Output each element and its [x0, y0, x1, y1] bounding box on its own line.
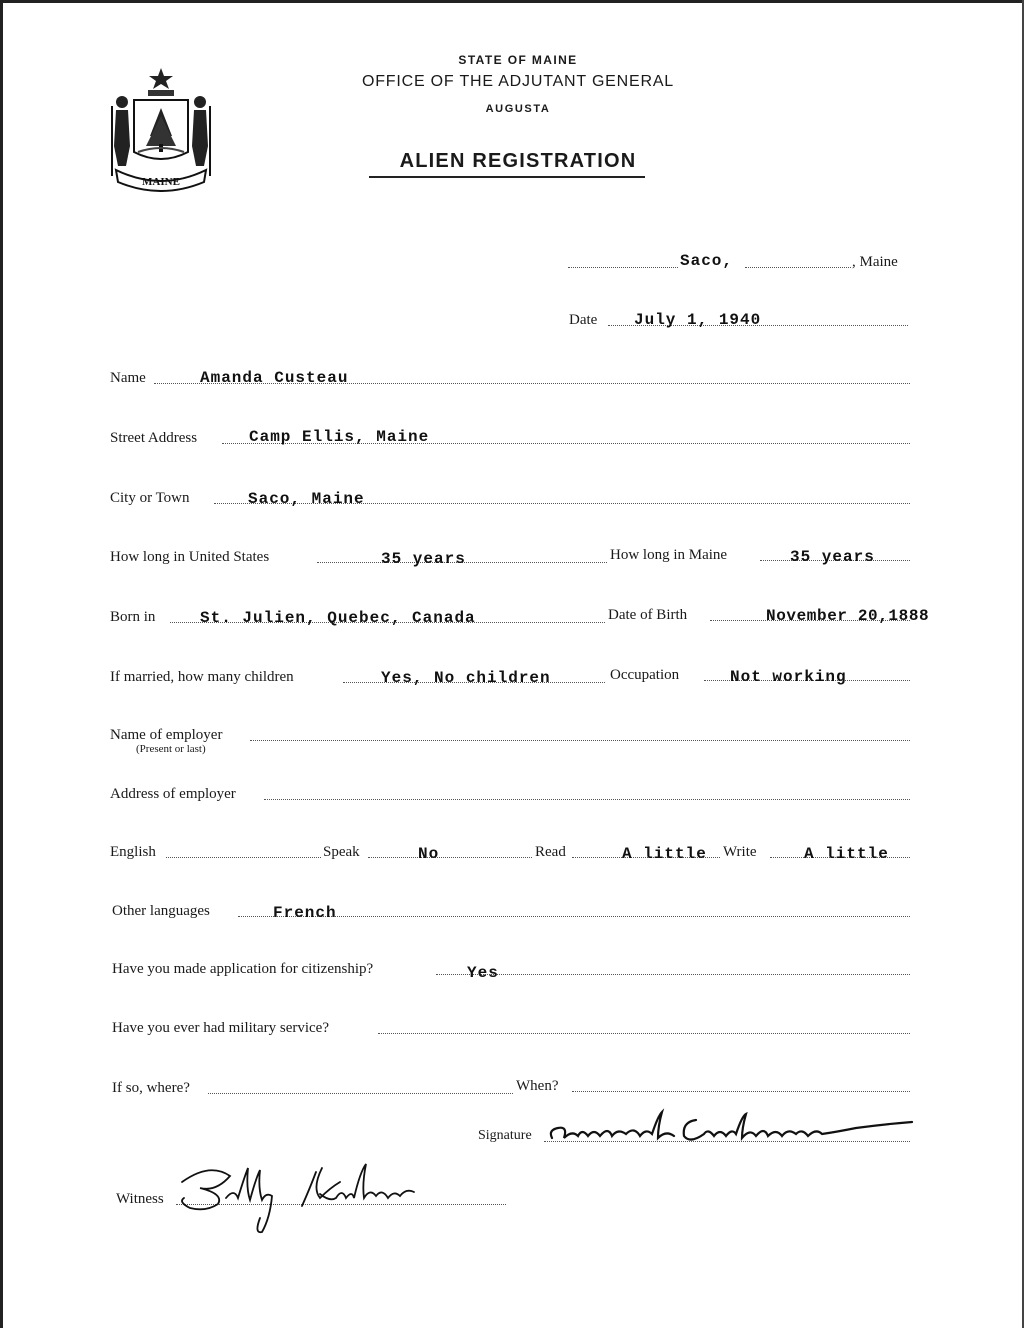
- english-read-value[interactable]: A little: [622, 845, 707, 863]
- title-underline: [369, 176, 645, 178]
- employer-name-label: Name of employer: [110, 727, 223, 743]
- how-long-us-label: How long in United States: [110, 549, 270, 565]
- citizenship-value[interactable]: Yes: [467, 964, 499, 982]
- english-speak-value[interactable]: No: [418, 845, 440, 863]
- citizenship-label: Have you made application for citizenship?: [112, 961, 374, 977]
- occupation-label: Occupation: [610, 667, 680, 683]
- occupation-value[interactable]: Not working: [730, 668, 847, 686]
- street-label: Street Address: [110, 430, 198, 446]
- other-languages-value[interactable]: French: [273, 904, 337, 922]
- header-city: AUGUSTA: [485, 103, 551, 115]
- signature-label: Signature: [478, 1128, 532, 1143]
- street-value[interactable]: Camp Ellis, Maine: [249, 428, 430, 446]
- header-state: STATE OF MAINE: [458, 53, 578, 67]
- seal-banner-text: MAINE: [142, 176, 180, 188]
- english-speak-dots: [368, 857, 532, 858]
- place-city-value[interactable]: Saco,: [680, 252, 734, 270]
- english-dots: [166, 857, 321, 858]
- form-title: ALIEN REGISTRATION: [399, 150, 637, 172]
- page-edge-left: [0, 0, 3, 1328]
- witness-label: Witness: [116, 1191, 164, 1207]
- when-label: When?: [516, 1078, 559, 1094]
- page-edge-top: [0, 0, 1024, 3]
- born-in-label: Born in: [110, 609, 156, 625]
- how-long-us-value[interactable]: 35 years: [381, 550, 466, 568]
- employer-name-dots[interactable]: [250, 740, 910, 741]
- english-label: English: [110, 844, 156, 860]
- city-value[interactable]: Saco, Maine: [248, 490, 365, 508]
- date-label: Date: [569, 312, 598, 328]
- name-value[interactable]: Amanda Custeau: [200, 369, 349, 387]
- signature-handwriting[interactable]: [546, 1108, 922, 1150]
- how-long-maine-value[interactable]: 35 years: [790, 548, 875, 566]
- married-label: If married, how many children: [110, 669, 294, 685]
- date-value[interactable]: July 1, 1940: [634, 311, 762, 329]
- english-read-label: Read: [535, 844, 566, 860]
- name-label: Name: [110, 370, 146, 386]
- citizenship-dots: [436, 974, 910, 975]
- dob-value[interactable]: November 20,1888: [766, 607, 930, 625]
- when-dots[interactable]: [572, 1091, 910, 1092]
- english-speak-label: Speak: [323, 844, 360, 860]
- where-label: If so, where?: [112, 1080, 190, 1096]
- employer-address-label: Address of employer: [110, 786, 236, 802]
- dob-label: Date of Birth: [608, 607, 688, 623]
- where-dots[interactable]: [208, 1093, 513, 1094]
- city-label: City or Town: [110, 490, 190, 506]
- military-label: Have you ever had military service?: [112, 1020, 329, 1036]
- employer-name-sublabel: (Present or last): [136, 743, 206, 755]
- witness-signature-handwriting[interactable]: [170, 1158, 440, 1240]
- other-languages-dots: [238, 916, 910, 917]
- place-state-label: , Maine: [852, 254, 898, 270]
- place-dots-left: [568, 267, 678, 268]
- how-long-maine-label: How long in Maine: [610, 547, 728, 563]
- english-write-label: Write: [723, 844, 757, 860]
- english-write-value[interactable]: A little: [804, 845, 889, 863]
- married-value[interactable]: Yes, No children: [381, 669, 551, 687]
- header-office: OFFICE OF THE ADJUTANT GENERAL: [361, 73, 675, 90]
- born-in-value[interactable]: St. Julien, Quebec, Canada: [200, 609, 476, 627]
- other-languages-label: Other languages: [112, 903, 210, 919]
- employer-address-dots[interactable]: [264, 799, 910, 800]
- military-dots[interactable]: [378, 1033, 910, 1034]
- place-dots-right: [745, 267, 851, 268]
